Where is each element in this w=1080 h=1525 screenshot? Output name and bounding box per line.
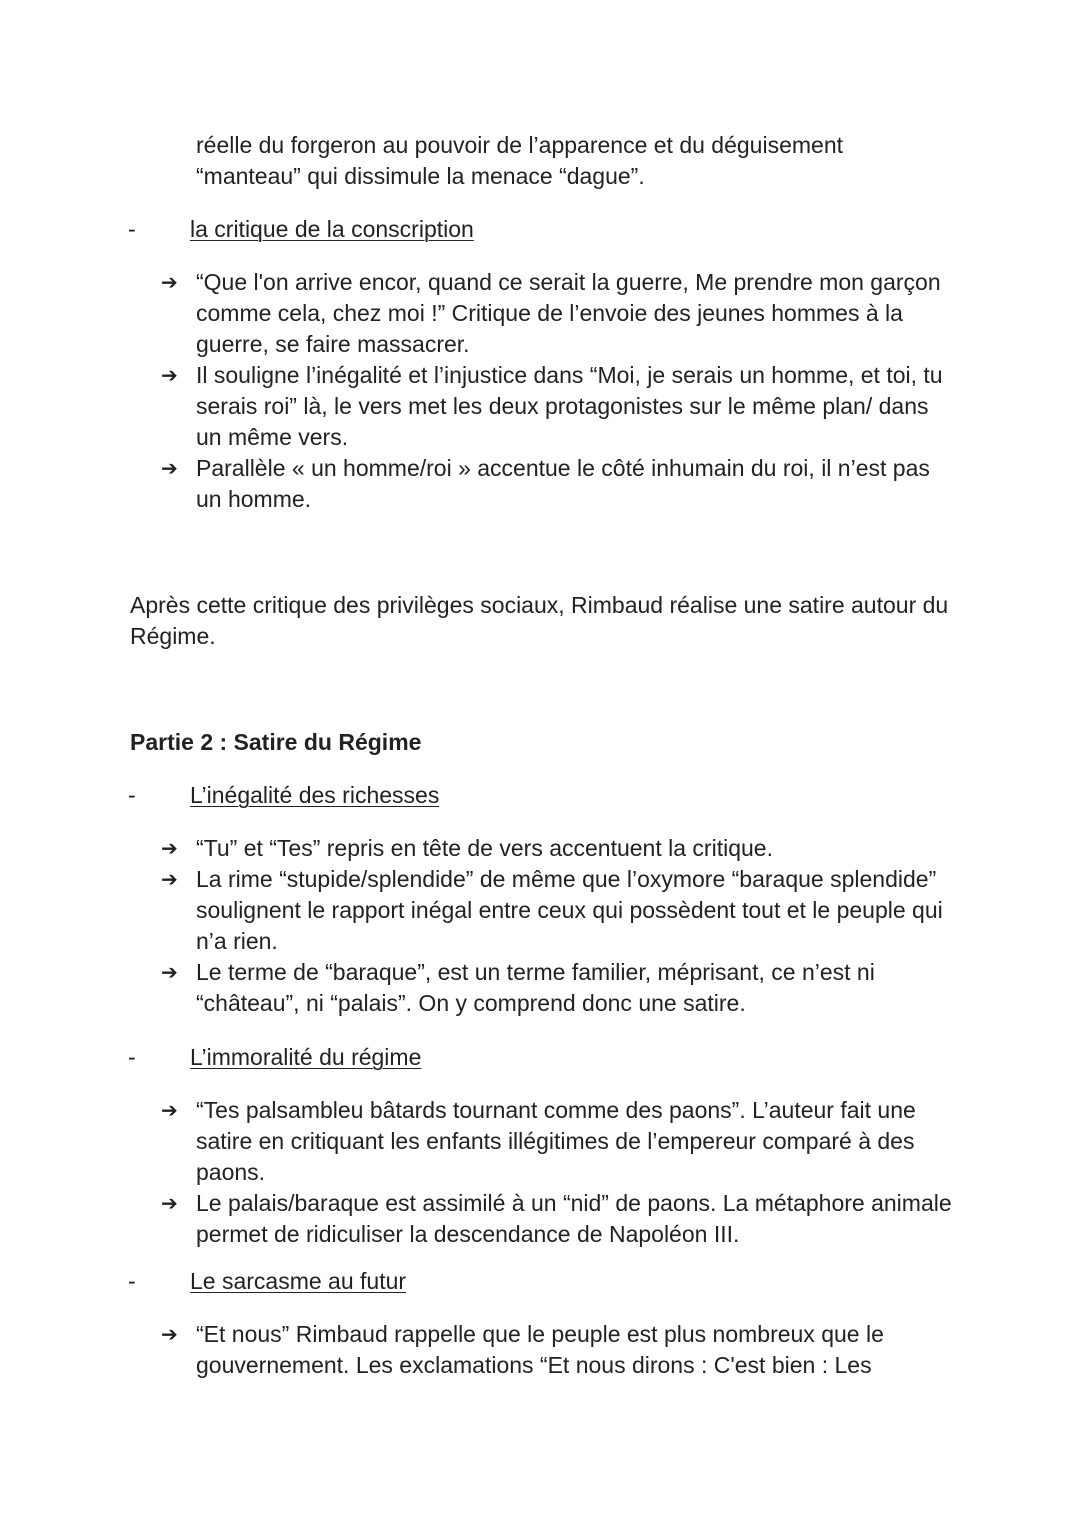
part2-sub3-points bbox=[0, 1319, 1080, 1381]
part2-sub1-points bbox=[0, 833, 1080, 1019]
arrow-right-icon: ➔ bbox=[161, 456, 178, 480]
section1-subheading-row bbox=[0, 214, 1080, 245]
part2-sub2-subheading-row bbox=[0, 1042, 1080, 1073]
transition-paragraph: Après cette critique des privilèges sociaux, Rimbaud réalise une satire autour du Régime. bbox=[130, 592, 949, 649]
section1-subheading: la critique de la conscription bbox=[190, 216, 474, 242]
arrow-right-icon: ➔ bbox=[161, 836, 178, 860]
continuation-line-2: “manteau” qui dissimule la menace “dague”. bbox=[196, 163, 645, 189]
dash-bullet: - bbox=[128, 1268, 136, 1294]
list-item: ➔ Il souligne l’inégalité et l’injustice dans “Moi, je serais un homme, et toi, tu serais roi” là, le vers met les deux protagonistes sur le même plan/ dans un même vers. bbox=[161, 362, 943, 450]
part2-sub1-subheading-row bbox=[0, 780, 1080, 811]
list-item: ➔ “Tes palsambleu bâtards tournant comme des paons”. L’auteur fait une satire en critiquant les enfants illégitimes de l’empereur comparé à des paons. bbox=[161, 1097, 916, 1185]
arrow-right-icon: ➔ bbox=[161, 363, 178, 387]
part2-heading: Partie 2 : Satire du Régime bbox=[130, 729, 422, 755]
list-item: ➔ La rime “stupide/splendide” de même que l’oxymore “baraque splendide” soulignent le rapport inégal entre ceux qui possèdent tout et le peuple qui n’a rien. bbox=[161, 866, 943, 954]
arrow-right-icon: ➔ bbox=[161, 1322, 178, 1346]
section1-points bbox=[0, 267, 1080, 515]
arrow-right-icon: ➔ bbox=[161, 1191, 178, 1215]
continuation-paragraph bbox=[0, 130, 916, 192]
part2-sub2-points bbox=[0, 1095, 1080, 1250]
continuation-line-1: réelle du forgeron au pouvoir de l’apparence et du déguisement bbox=[196, 132, 843, 158]
list-item: ➔ “Que l'on arrive encor, quand ce serait la guerre, Me prendre mon garçon comme cela, chez moi !” Critique de l’envoie des jeunes hommes à la guerre, se faire massacrer. bbox=[161, 269, 941, 357]
dash-bullet: - bbox=[128, 1044, 136, 1070]
part2-sub3-subheading-row bbox=[0, 1266, 1080, 1297]
part2-sub2-subheading: L’immoralité du régime bbox=[190, 1044, 422, 1070]
list-item: ➔ “Et nous” Rimbaud rappelle que le peuple est plus nombreux que le gouvernement. Les exclamations “Et nous dirons : C'est bien : Les bbox=[161, 1321, 884, 1378]
arrow-right-icon: ➔ bbox=[161, 960, 178, 984]
dash-bullet: - bbox=[128, 216, 136, 242]
list-item: ➔ Le palais/baraque est assimilé à un “nid” de paons. La métaphore animale permet de ridiculiser la descendance de Napoléon III. bbox=[161, 1190, 952, 1247]
list-item: ➔ Le terme de “baraque”, est un terme familier, méprisant, ce n’est ni “château”, ni “palais”. On y comprend donc une satire. bbox=[161, 959, 875, 1016]
arrow-right-icon: ➔ bbox=[161, 1098, 178, 1122]
list-item: ➔ Parallèle « un homme/roi » accentue le côté inhumain du roi, il n’est pas un homme. bbox=[161, 455, 930, 512]
dash-bullet: - bbox=[128, 782, 136, 808]
arrow-right-icon: ➔ bbox=[161, 270, 178, 294]
part2-sub1-subheading: L’inégalité des richesses bbox=[190, 782, 440, 808]
arrow-right-icon: ➔ bbox=[161, 867, 178, 891]
part2-sub3-subheading: Le sarcasme au futur bbox=[190, 1268, 407, 1294]
list-item: ➔ “Tu” et “Tes” repris en tête de vers accentuent la critique. bbox=[0, 833, 956, 864]
